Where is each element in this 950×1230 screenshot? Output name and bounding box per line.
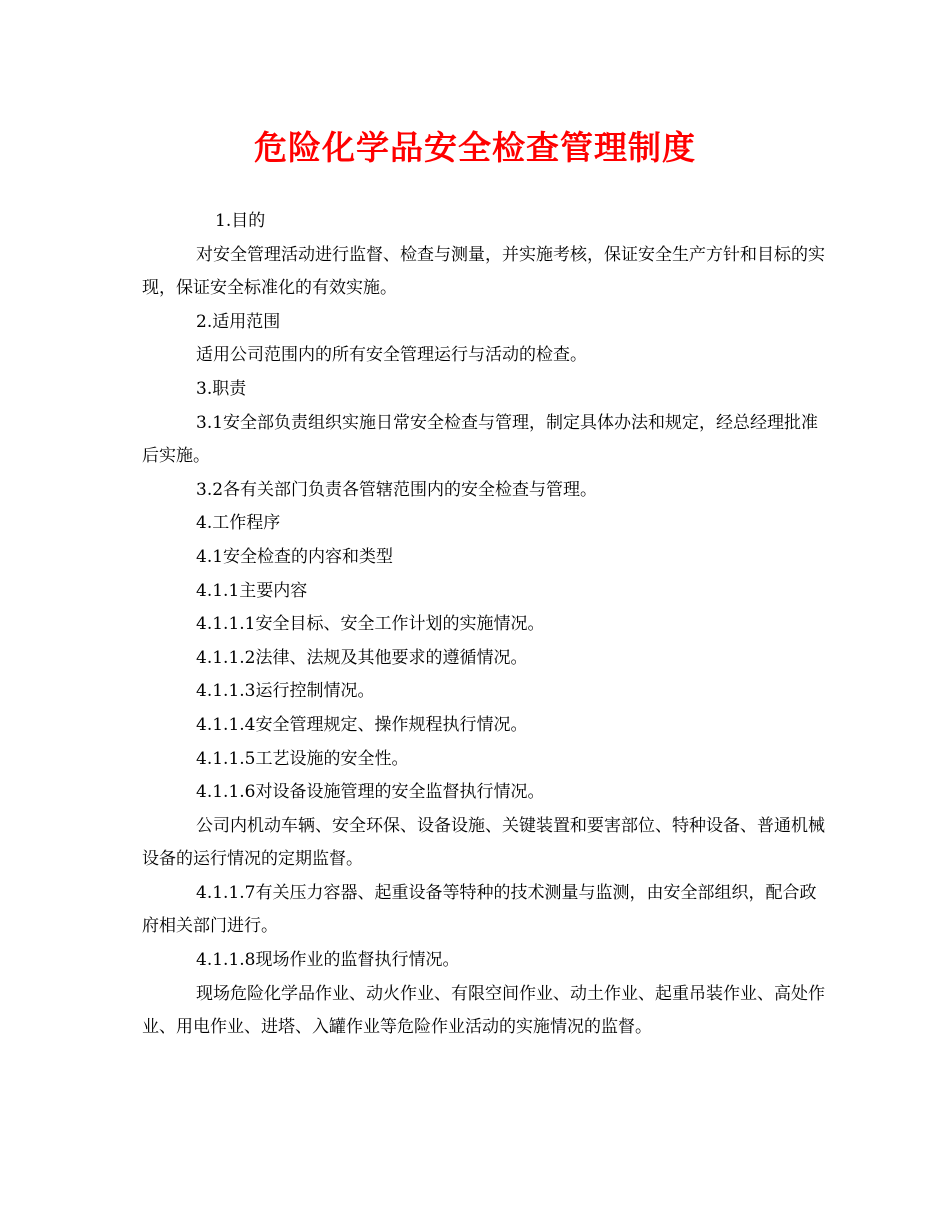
paragraph-section-1: 1.目的 [215,211,266,231]
paragraph: 适用公司范围内的所有安全管理运行与活动的检查。 [196,345,587,366]
paragraph: 对安全管理活动进行监督、检查与测量，并实施考核，保证安全生产方针和目标的实现，保证安全标准化的有效实施。 [142,244,825,299]
paragraph-section-4: 4.工作程序 [196,513,281,534]
paragraph: 4.1.1.3运行控制情况。 [196,681,375,702]
paragraph: 4.1安全检查的内容和类型 [196,546,394,567]
paragraph-section-3: 3.职责 [196,378,247,399]
paragraph: 4.1.1.6对设备设施管理的安全监督执行情况。 [196,782,545,803]
paragraph: 3.1安全部负责组织实施日常安全检查与管理，制定具体办法和规定，经总经理批准后实施。 [142,412,819,467]
paragraph: 4.1.1.4安全管理规定、操作规程执行情况。 [196,714,528,735]
paragraph: 4.1.1.5工艺设施的安全性。 [196,748,409,769]
paragraph: 现场危险化学品作业、动火作业、有限空间作业、动土作业、起重吊装作业、高处作业、用电作业、进塔、入罐作业等危险作业活动的实施情况的监督。 [142,983,825,1038]
document-title: 危险化学品安全检查管理制度 [254,128,696,167]
paragraph: 3.2各有关部门负责各管辖范围内的安全检查与管理。 [196,479,598,500]
paragraph: 4.1.1.8现场作业的监督执行情况。 [196,950,460,971]
paragraph: 公司内机动车辆、安全环保、设备设施、关键装置和要害部位、特种设备、普通机械设备的运行情况的定期监督。 [142,815,825,870]
paragraph-section-2: 2.适用范围 [196,311,281,332]
paragraph: 4.1.1.1安全目标、安全工作计划的实施情况。 [196,614,545,635]
paragraph: 4.1.1.2法律、法规及其他要求的遵循情况。 [196,647,528,668]
document-body [142,205,832,1045]
paragraph: 4.1.1主要内容 [196,580,308,601]
paragraph: 4.1.1.7有关压力容器、起重设备等特种的技术测量与监测，由安全部组织，配合政府相关部门进行。 [142,882,817,937]
